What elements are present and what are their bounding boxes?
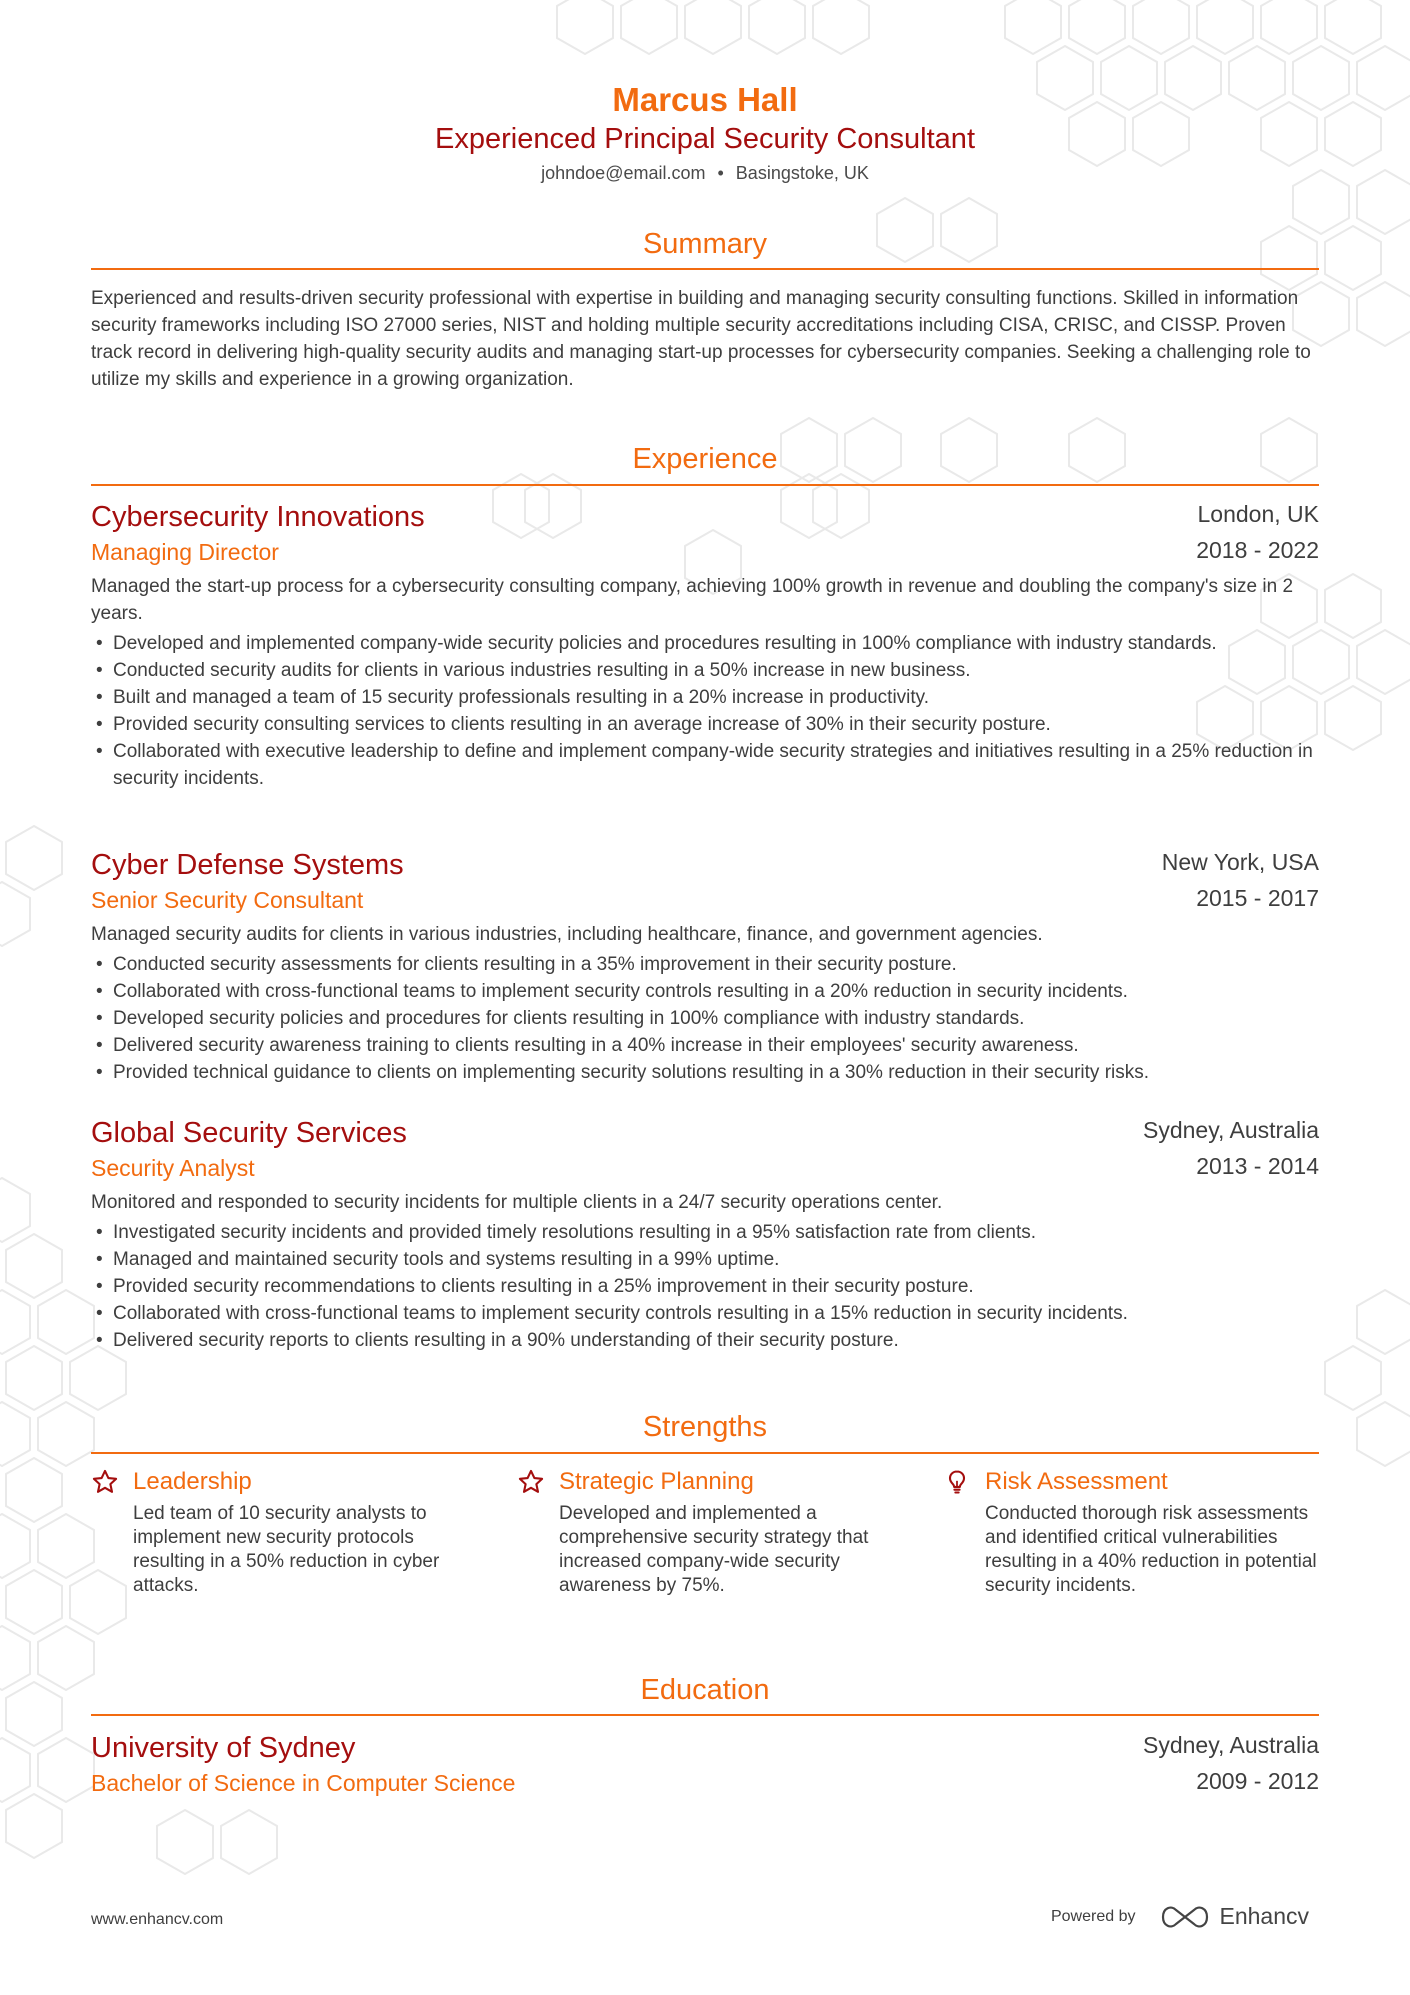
star-icon (91, 1468, 119, 1496)
job-bullet: • Developed security policies and procedures for clients resulting in 100% compliance with industry standards. (91, 1005, 1319, 1032)
job-bullet: • Conducted security audits for clients in various industries resulting in a 50% increase in new business. (91, 657, 1319, 684)
job-bullet: • Conducted security assessments for clients resulting in a 35% improvement in their security posture. (91, 951, 1319, 978)
education-divider (91, 1714, 1319, 1716)
education-title: Education (640, 1674, 770, 1706)
job-bullet: • Provided security consulting services to clients resulting in an average increase of 30% in their security posture. (91, 711, 1319, 738)
strength-item (943, 1466, 1323, 1598)
job-role: Senior Security Consultant (91, 887, 364, 913)
job-bullet: • Provided technical guidance to clients on implementing security solutions resulting in a 30% reduction in their security risks. (91, 1059, 1319, 1086)
summary-text: Experienced and results-driven security professional with expertise in building and managing security consulting functions. Skilled in information security frameworks including ISO 27000 series, NIST and holding multiple security accreditations including CISA, CRISC, and CISSP. Proven track record in delivering high-quality security audits and managing start-up processes for cybersecurity companies. Seeking a challenging role to utilize my skills and experience in a growing organization. (91, 288, 1311, 390)
experience-divider (91, 484, 1319, 486)
job-bullet: • Managed and maintained security tools and systems resulting in a 99% uptime. (91, 1246, 1319, 1273)
strength-description: Developed and implemented a comprehensive security strategy that increased company-wide security awareness by 75%. (559, 1503, 869, 1596)
job-dates: 2015 - 2017 (1196, 885, 1319, 911)
strength-description: Led team of 10 security analysts to implement new security protocols resulting in a 50% reduction in cyber attacks. (133, 1503, 440, 1596)
experience-entry (91, 1115, 1319, 1354)
school-location: Sydney, Australia (1142, 1732, 1319, 1758)
job-bullet: • Collaborated with cross-functional teams to implement security controls resulting in a 15% reduction in security incidents. (91, 1300, 1319, 1327)
job-bullet: • Delivered security awareness training to clients resulting in a 40% increase in their employees' security awareness. (91, 1032, 1319, 1059)
strength-item (91, 1466, 471, 1598)
job-description: Managed the start-up process for a cybersecurity consulting company, achieving 100% growth in revenue and doubling the company's size in 2 years. (91, 576, 1294, 624)
strengths-divider (91, 1452, 1319, 1454)
strengths-title: Strengths (642, 1411, 768, 1443)
email-text[interactable]: johndoe@email.com (541, 163, 706, 183)
candidate-headline: Experienced Principal Security Consultant (435, 123, 975, 155)
strength-title: Strategic Planning (559, 1468, 754, 1495)
job-location: Sydney, Australia (1142, 1117, 1319, 1143)
education-entry (91, 1730, 1319, 1800)
company-name: Cyber Defense Systems (91, 849, 404, 881)
job-bullet: • Developed and implemented company-wide security policies and procedures resulting in 100% compliance with industry standards. (91, 630, 1319, 657)
experience-entry (91, 499, 1319, 792)
separator-dot: • (717, 163, 724, 183)
enhancv-brand-text: Enhancv (1219, 1903, 1309, 1929)
lightbulb-icon (943, 1468, 971, 1496)
company-name: Global Security Services (91, 1117, 407, 1149)
job-description: Managed security audits for clients in various industries, including healthcare, finance, and government agencies. (91, 924, 1043, 945)
location-text: Basingstoke, UK (735, 163, 869, 183)
experience-entry (91, 847, 1319, 1086)
strength-description: Conducted thorough risk assessments and identified critical vulnerabilities resulting in a 40% reduction in potential security incidents. (985, 1503, 1317, 1596)
job-dates: 2013 - 2014 (1196, 1153, 1319, 1179)
job-role: Managing Director (91, 539, 279, 565)
strength-title: Risk Assessment (985, 1468, 1168, 1495)
footer-website-link[interactable]: www.enhancv.com (91, 1911, 224, 1928)
experience-title: Experience (632, 443, 778, 475)
job-bullet: • Provided security recommendations to clients resulting in a 25% improvement in their security posture. (91, 1273, 1319, 1300)
school-name: University of Sydney (91, 1732, 356, 1764)
job-bullet: • Collaborated with cross-functional teams to implement security controls resulting in a 20% reduction in security incidents. (91, 978, 1319, 1005)
job-location: London, UK (1197, 501, 1319, 527)
degree-name: Bachelor of Science in Computer Science (91, 1770, 516, 1796)
star-icon (517, 1468, 545, 1496)
job-bullets (91, 951, 1319, 1086)
job-location: New York, USA (1161, 849, 1319, 875)
contact-line (91, 160, 1319, 186)
job-description: Monitored and responded to security incidents for multiple clients in a 24/7 security operations center. (91, 1192, 943, 1213)
job-role: Security Analyst (91, 1155, 255, 1181)
job-bullets (91, 630, 1319, 792)
enhancv-logo-icon (1161, 1906, 1209, 1928)
company-name: Cybersecurity Innovations (91, 501, 425, 533)
job-bullet: • Investigated security incidents and provided timely resolutions resulting in a 95% satisfaction rate from clients. (91, 1219, 1319, 1246)
summary-divider (91, 268, 1319, 270)
job-bullet: • Built and managed a team of 15 security professionals resulting in a 20% increase in productivity. (91, 684, 1319, 711)
school-dates: 2009 - 2012 (1196, 1768, 1319, 1794)
strength-item (517, 1466, 897, 1598)
resume-page (91, 0, 1319, 1995)
job-dates: 2018 - 2022 (1196, 537, 1319, 563)
resume-header (91, 80, 1319, 186)
job-bullet: • Collaborated with executive leadership to define and implement company-wide security strategies and initiatives resulting in a 25% reduction in security incidents. (91, 738, 1319, 792)
candidate-name: Marcus Hall (612, 81, 798, 118)
powered-by-text: Powered by (1050, 1907, 1136, 1925)
footer-powered-by (1051, 1903, 1309, 1930)
summary-title: Summary (642, 228, 768, 260)
job-bullet: • Delivered security reports to clients resulting in a 90% understanding of their security posture. (91, 1327, 1319, 1354)
enhancv-logo[interactable] (1161, 1903, 1309, 1930)
job-bullets (91, 1219, 1319, 1354)
strength-title: Leadership (133, 1468, 252, 1495)
